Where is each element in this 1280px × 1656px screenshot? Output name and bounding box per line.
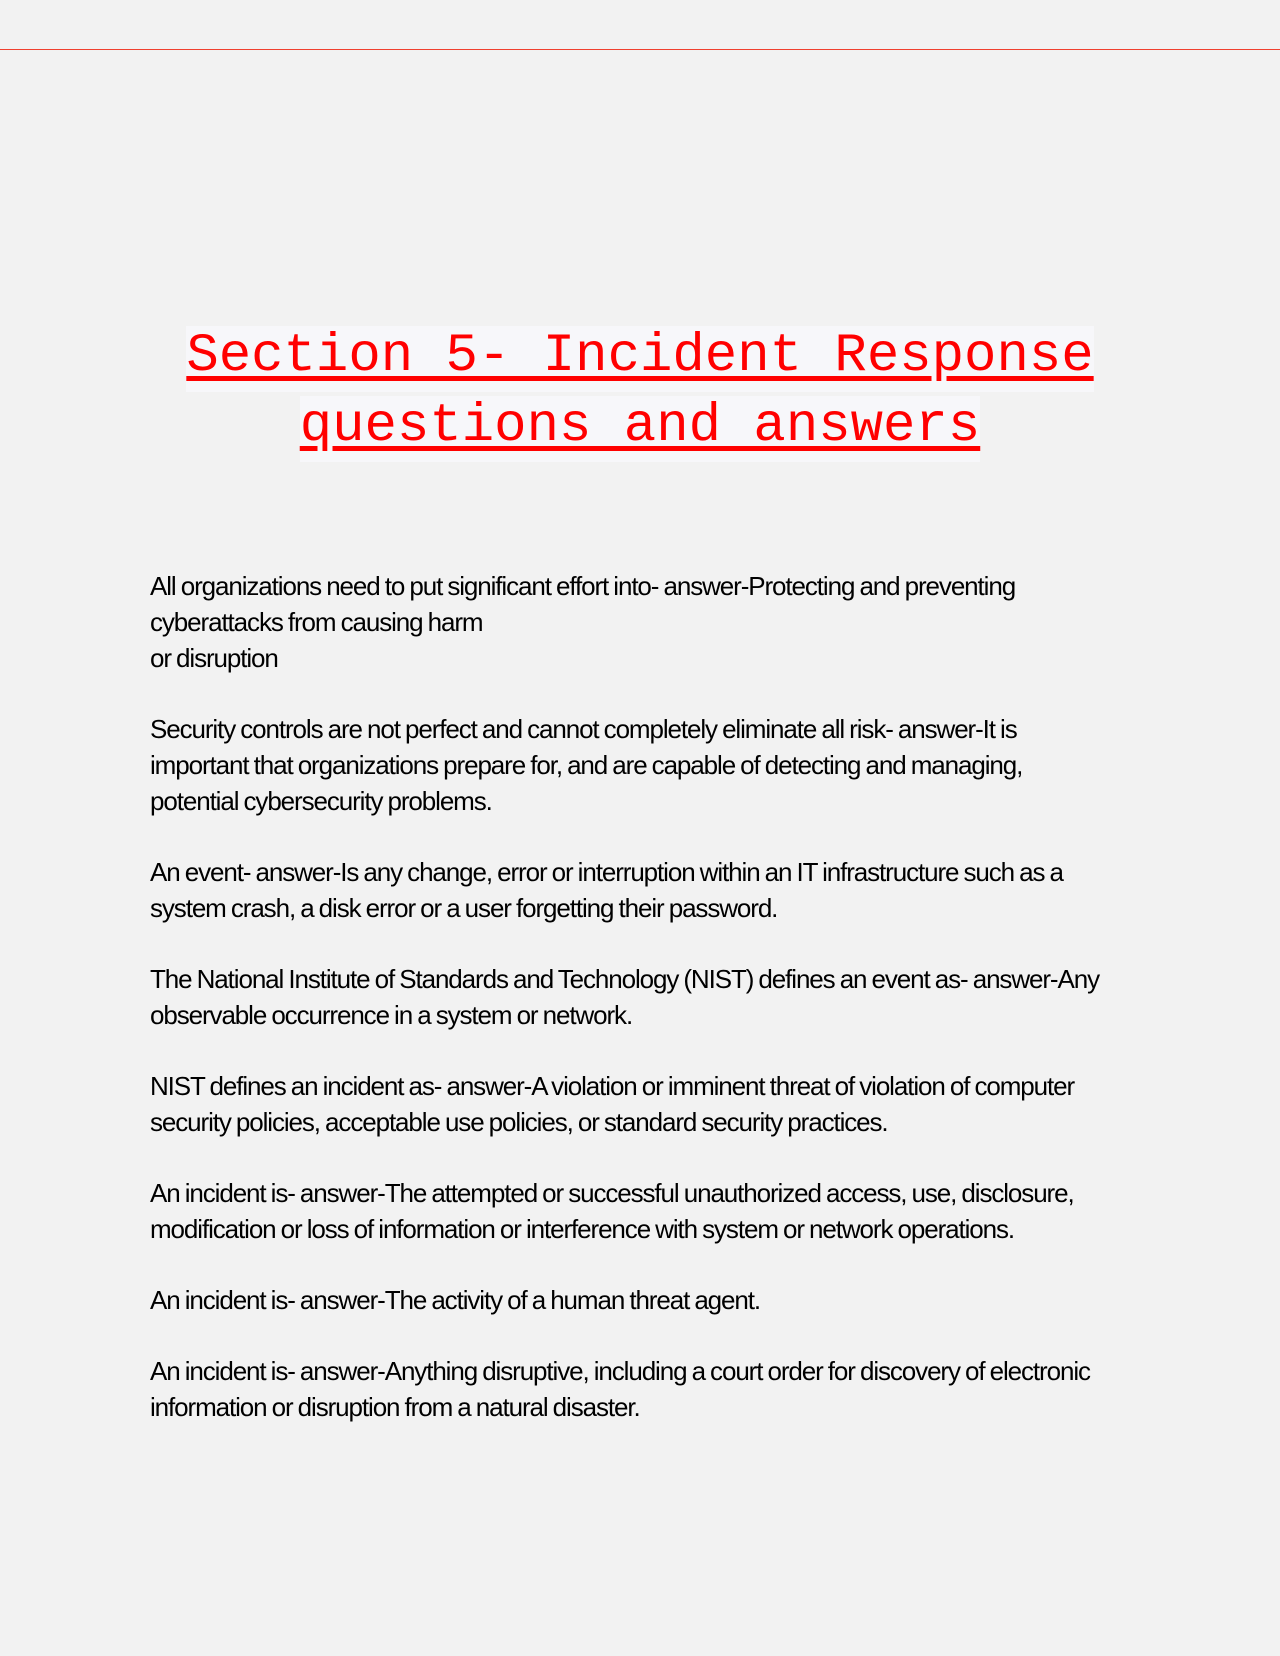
qa-line: information or disruption from a natural disaster. <box>150 1392 640 1422</box>
qa-line: All organizations need to put significant effort into- answer-Protecting and preventing <box>150 571 1016 601</box>
qa-line: potential cybersecurity problems. <box>150 786 492 816</box>
qa-line: An incident is- answer-The activity of a human threat agent. <box>150 1285 761 1315</box>
qa-line: or disruption <box>150 643 278 673</box>
qa-entry <box>150 568 1130 676</box>
title-line-1: Section 5- Incident Response <box>186 326 1093 392</box>
header-divider <box>0 49 1280 50</box>
qa-entry <box>150 1282 1130 1318</box>
qa-entry <box>150 961 1130 1033</box>
qa-line: An incident is- answer-Anything disruptive, including a court order for discovery of electronic <box>150 1356 1090 1386</box>
qa-line: modification or loss of information or interference with system or network operations. <box>150 1214 1015 1244</box>
qa-line: security policies, acceptable use policies, or standard security practices. <box>150 1107 888 1137</box>
qa-line: cyberattacks from causing harm <box>150 607 483 637</box>
qa-line: observable occurrence in a system or network. <box>150 1000 633 1030</box>
qa-line: An event- answer-Is any change, error or interruption within an IT infrastructure such as a <box>150 857 1063 887</box>
qa-entry <box>150 1353 1130 1425</box>
title-line-2: questions and answers <box>300 396 981 462</box>
qa-line: system crash, a disk error or a user forgetting their password. <box>150 893 778 923</box>
qa-list <box>150 568 1130 1460</box>
qa-line: NIST defines an incident as- answer-A violation or imminent threat of violation of computer <box>150 1071 1075 1101</box>
qa-line: An incident is- answer-The attempted or successful unauthorized access, use, disclosure, <box>150 1178 1074 1208</box>
qa-entry <box>150 854 1130 926</box>
qa-line: The National Institute of Standards and Technology (NIST) defines an event as- answer-Any <box>150 964 1099 994</box>
qa-line: Security controls are not perfect and cannot completely eliminate all risk- answer-It is <box>150 714 1017 744</box>
qa-entry <box>150 711 1130 819</box>
qa-line: important that organizations prepare for, and are capable of detecting and managing, <box>150 750 1023 780</box>
document-title <box>0 326 1280 462</box>
qa-entry <box>150 1175 1130 1247</box>
qa-entry <box>150 1068 1130 1140</box>
